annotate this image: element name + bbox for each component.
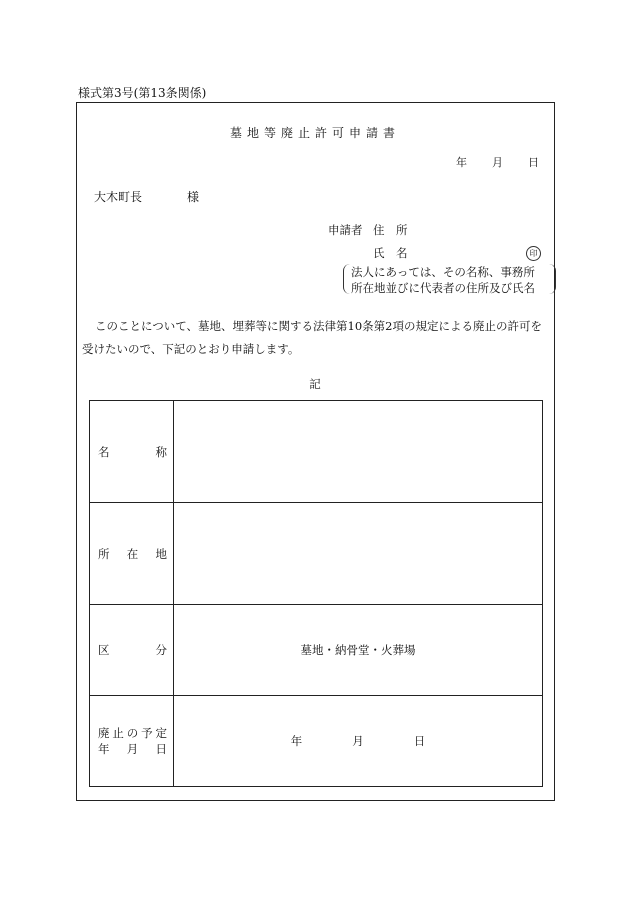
corporate-note: [343, 264, 556, 294]
ki-heading: 記: [309, 377, 321, 391]
applicant-address-label: 住 所: [373, 223, 408, 237]
planned-date-value-cell[interactable]: [174, 696, 543, 787]
date-day: 日: [528, 156, 539, 169]
name-label-cell: [90, 401, 174, 503]
planned-label-char: の: [126, 726, 139, 740]
planned-date-label-cell: [90, 696, 174, 787]
body-text-line1: このことについて、墓地、埋葬等に関する法律第10条第2項の規定による廃止の許可を: [95, 319, 542, 333]
application-table: [89, 400, 543, 787]
category-label-char: 区: [98, 643, 110, 657]
category-label-char: 分: [155, 643, 167, 657]
right-parenthesis: [549, 264, 556, 294]
table-row-category: [90, 605, 543, 696]
location-label-char: 在: [126, 546, 139, 561]
addressee: 大木町長: [94, 190, 143, 204]
table-row-location: [90, 503, 543, 605]
planned-day: 日: [413, 734, 426, 748]
left-parenthesis: [343, 264, 350, 294]
body-text-line2: 受けたいので、下記のとおり申請します。: [82, 342, 300, 356]
table-row-planned-date: [90, 696, 543, 787]
category-value: 墓地・納骨堂・火葬場: [300, 643, 416, 657]
planned-label-char: 予: [141, 726, 153, 740]
planned-year: 年: [290, 734, 303, 748]
date-month: 月: [492, 156, 503, 169]
planned-label-char: 定: [155, 726, 167, 740]
date-year: 年: [456, 156, 467, 169]
planned-month: 月: [352, 734, 364, 748]
location-label-cell: [90, 503, 174, 605]
category-label-cell: [90, 605, 174, 696]
table-row-name: [90, 401, 543, 503]
form-title: 墓地等廃止許可申請書: [229, 126, 400, 140]
applicant-role: 申請者: [328, 223, 363, 237]
planned-label-char: 廃: [98, 726, 110, 740]
planned-label-char: 日: [155, 742, 167, 756]
applicant-name-label: 氏 名: [373, 246, 408, 260]
form-number-label: 様式第3号(第13条関係): [78, 86, 207, 100]
seal-mark-icon: 印: [526, 246, 541, 261]
planned-label-char: 止: [112, 726, 124, 740]
category-value-cell[interactable]: [174, 605, 543, 696]
location-value-cell[interactable]: [174, 503, 543, 605]
name-label-char: 称: [155, 444, 167, 459]
name-label-char: 名: [98, 444, 110, 459]
planned-label-char: 月: [126, 742, 139, 756]
corporate-note-line1: 法人にあっては、その名称、事務所: [351, 265, 535, 279]
location-label-char: 所: [98, 546, 110, 561]
addressee-honorific: 様: [187, 190, 200, 204]
name-value-cell[interactable]: [174, 401, 543, 503]
location-label-char: 地: [155, 546, 167, 561]
corporate-note-line2: 所在地並びに代表者の住所及び氏名: [351, 281, 535, 295]
planned-label-char: 年: [98, 742, 110, 756]
